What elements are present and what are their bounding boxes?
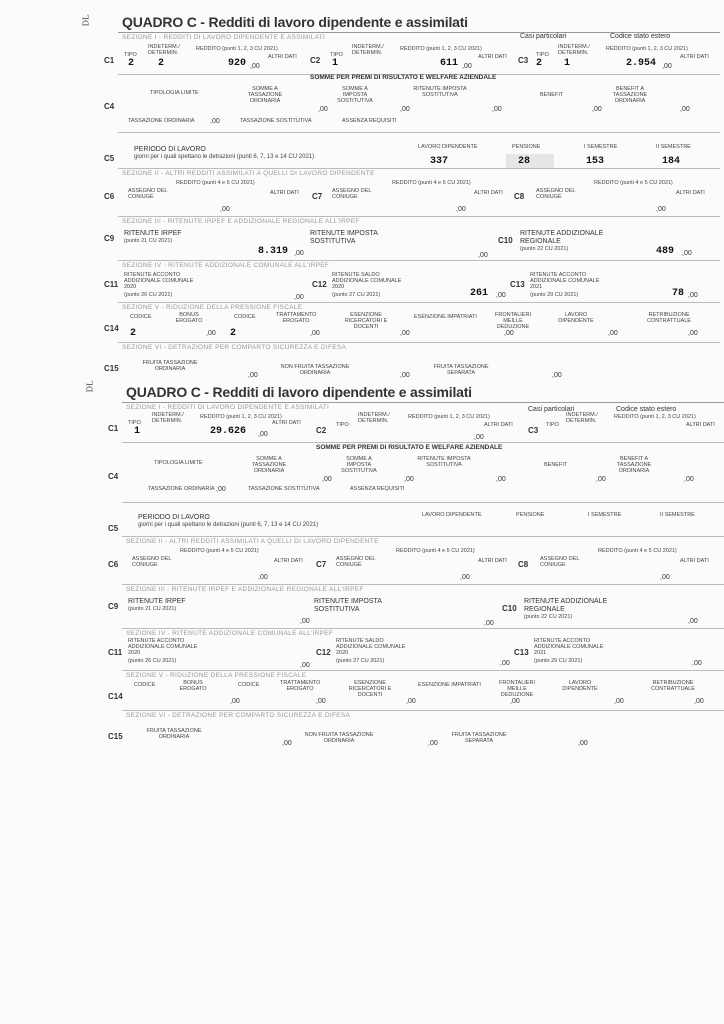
section-1-title: SEZIONE I - REDDITI DI LAVORO DIPENDENTE E ASSIMILATI — [122, 34, 326, 41]
row-label-c11: C11 — [104, 280, 119, 289]
c2-reddito: 611 — [440, 58, 459, 69]
c1-reddito-2: 29.626 — [210, 426, 247, 437]
c5-lavoro-dipendente: 337 — [430, 156, 449, 167]
row-label-c9: C9 — [104, 234, 115, 243]
c5-ii-semestre: 184 — [662, 156, 681, 167]
row-label-c5: C5 — [104, 154, 115, 163]
c1-indeterminato: 2 — [158, 58, 165, 69]
form-title: QUADRO C - Redditi di lavoro dipendente e assimilati — [122, 14, 468, 30]
c3-tipo: 2 — [536, 58, 543, 69]
casi-particolari-label: Casi particolari — [520, 33, 567, 40]
c2-tipo: 1 — [332, 58, 339, 69]
c14-codice-2: 2 — [230, 328, 237, 339]
side-label-2: DL — [85, 380, 95, 393]
row-label-c6: C6 — [104, 192, 115, 201]
row-label-c1: C1 — [104, 56, 115, 65]
c13-acconto-addizionale: 78 — [672, 288, 685, 299]
row-label-c7: C7 — [312, 192, 323, 201]
c1-tipo-2: 1 — [134, 426, 141, 437]
row-label-c15: C15 — [104, 364, 119, 373]
section-2-title: SEZIONE II - ALTRI REDDITI ASSIMILATI A QUELLI DI LAVORO DIPENDENTE — [122, 170, 375, 177]
c1-reddito: 920 — [228, 58, 247, 69]
c12-saldo-addizionale: 261 — [470, 288, 489, 299]
form-title-2: QUADRO C - Redditi di lavoro dipendente e assimilati — [126, 384, 472, 400]
row-label-c10: C10 — [498, 236, 513, 245]
c5-pensione: 28 — [518, 156, 531, 167]
quadro-c-form-2: QUADRO C - Redditi di lavoro dipendente e assimilati SEZIONE I - REDDITI DI LAVORO DIPENDENTE E ASSIMILATI Casi particolari Codice stato estero C1 TIPO INDETERM./ DETERMIN. REDDITO (punti 1, 2, 3 CU 2021) ALTRI DATI 1 29.626 ,00 C2 TIPO INDETERM./ DETERMIN. REDDITO (punti 1, 2, 3 CU 2021) ALTRI DATI ,00 C3 TIPO INDETERM./ DETERMIN. REDDITO (punti 1, 2, 3 CU 2021) ALTRI DATI SOMME PER PREMI DI RISULTATO E WELFARE AZIENDALE C4 TIPOLOGIA LIMITE SOMME A TASSAZIONE ORDINARIA SOMME A IMPOSTA SOSTITUTIVA RITENUTE IMPOSTA SOSTITUTIVA BENEFIT BENEFIT A TASSAZIONE ORDINARIA ,00 ,00 ,00 ,00 ,00 TASSAZIONE ORDINARIA TASSAZIONE SOSTITUTIVA ASSENZA REQUISITI ,00 C5 PERIODO DI LAVORO giorni per i quali spettano le detrazioni (punti 6, 7, 13 e 14 CU 2021) LAVORO DIPENDENTE PENSIONE I SEMESTRE II SEMESTRE SEZIONE II - ALTRI REDDITI ASSIMILATI A QUELLI DI LAVORO DIPENDENTE C6 ASSEGNO DEL CONIUGE REDDITO (punti 4 e 5 CU 2021) ALTRI DATI ,00 C7 ASSEGNO DEL CONIUGE REDDITO (punti 4 e 5 CU 2021) ALTRI DATI ,00 C8 ASSEGNO DEL CONIUGE REDDITO (punti 4 e 5 CU 2021) ALTRI DATI ,00 SEZIONE III - RITENUTE IRPEF E ADDIZIONALE REGIONALE ALL'IRPEF C9 RITENUTE IRPEF (punto 21 CU 2021) RITENUTE IMPOSTA SOSTITUTIVA ,00 ,00 C10 RITENUTE ADDIZIONALE REGIONALE (punto 22 CU 2021) ,00 SEZIONE IV - RITENUTE ADDIZIONALE COMUNALE ALL'IRPEF C11 RITENUTE ACCONTO ADDIZIONALE COMUNALE 2020 (punto 26 CU 2021) ,00 C12 RITENUTE SALDO ADDIZIONALE COMUNALE 2020 (punto 27 CU 2021) ,00 C13 RITENUTE ACCONTO ADDIZIONALE COMUNALE 2021 (punto 29 CU 2021) ,00 SEZIONE V - RIDUZIONE DELLA PRESSIONE FISCALE C14 CODICE BONUS EROGATO CODICE TRATTAMENTO EROGATO ESENZIONE RICERCATORI E DOCENTI ESENZIONE IMPATRIATI FRONTALIERI MEILLE DEDUZIONE LAVORO DIPENDENTE RETRIBUZIONE CONTRATTUALE ,00 ,00 ,00 ,00 ,00 ,00 SEZIONE VI - DETRAZIONE PER COMPARTO SICUREZZA E DIFESA C15 FRUITA TASSAZIONE ORDINARIA ,00 NON FRUITA TASSAZIONE ORDINARIA ,00 FRUITA TASSAZIONE SEPARATA ,00 — [104, 380, 724, 752]
row-label-c8: C8 — [514, 192, 525, 201]
row-label-c12: C12 — [312, 280, 327, 289]
quadro-c-form-1: QUADRO C - Redditi di lavoro dipendente e assimilati SEZIONE I - REDDITI DI LAVORO DIPENDENTE E ASSIMILATI Casi particolari Codice stato estero C1 TIPO INDETERM./ DETERMIN. REDDITO (punti 1, 2, 3 CU 2021) ALTRI DATI 2 2 920 ,00 C2 TIPO INDETERM./ DETERMIN. REDDITO (punti 1, 2, 3 CU 2021) ALTRI DATI 1 611 ,00 C3 TIPO INDETERM./ DETERMIN. REDDITO (punti 1, 2, 3 CU 2021) ALTRI DATI 2 1 2.954 ,00 SOMME PER PREMI DI RISULTATO E WELFARE AZIENDALE C4 TIPOLOGIA LIMITE SOMME A TASSAZIONE ORDINARIA SOMME A IMPOSTA SOSTITUTIVA RITENUTE IMPOSTA SOSTITUTIVA BENEFIT BENEFIT A TASSAZIONE ORDINARIA ,00 ,00 ,00 ,00 ,00 TASSAZIONE ORDINARIA TASSAZIONE SOSTITUTIVA ASSENZA REQUISITI ,00 C5 PERIODO DI LAVORO giorni per i quali spettano le detrazioni (punti 6, 7, 13 e 14 CU 2021) LAVORO DIPENDENTE PENSIONE I SEMESTRE II SEMESTRE 337 28 153 184 SEZIONE II - ALTRI REDDITI ASSIMILATI A QUELLI DI LAVORO DIPENDENTE C6 ASSEGNO DEL CONIUGE REDDITO (punti 4 e 5 CU 2021) ALTRI DATI ,00 C7 ASSEGNO DEL CONIUGE REDDITO (punti 4 e 5 CU 2021) ALTRI DATI ,00 C8 ASSEGNO DEL CONIUGE REDDITO (punti 4 e 5 CU 2021) ALTRI DATI ,00 SEZIONE III - RITENUTE IRPEF E ADDIZIONALE REGIONALE ALL'IRPEF C9 RITENUTE IRPEF (punto 21 CU 2021) RITENUTE IMPOSTA SOSTITUTIVA 8.319 ,00 ,00 C10 RITENUTE ADDIZIONALE REGIONALE (punto 22 CU 2021) 489 ,00 SEZIONE IV - RITENUTE ADDIZIONALE COMUNALE ALL'IRPEF C11 RITENUTE ACCONTO ADDIZIONALE COMUNALE 2020 (punto 26 CU 2021) ,00 C12 RITENUTE SALDO ADDIZIONALE COMUNALE 2020 (punto 27 CU 2021) 261 ,00 C13 RITENUTE ACCONTO ADDIZIONALE COMUNALE 2021 (punto 29 CU 2021) 78 ,00 SEZIONE V - RIDUZIONE DELLA PRESSIONE FISCALE C14 CODICE BONUS EROGATO CODICE TRATTAMENTO EROGATO ESENZIONE RICERCATORI E DOCENTI ESENZIONE IMPATRIATI FRONTALIERI MEILLE DEDUZIONE LAVORO DIPENDENTE RETRIBUZIONE CONTRATTUALE 2 ,00 2 ,00 ,00 ,00 ,00 ,00 SEZIONE VI - DETRAZIONE PER COMPARTO SICUREZZA E DIFESA C15 FRUITA TASSAZIONE ORDINARIA ,00 NON FRUITA TASSAZIONE ORDINARIA ,00 FRUITA TASSAZIONE SEPARATA ,00 — [100, 8, 720, 370]
row-label-c2: C2 — [310, 56, 321, 65]
c3-indeterminato: 1 — [564, 58, 571, 69]
c5-i-semestre: 153 — [586, 156, 605, 167]
c3-reddito: 2.954 — [626, 58, 657, 69]
row-label-c3: C3 — [518, 56, 529, 65]
row-label-c14: C14 — [104, 324, 119, 333]
section-3-title: SEZIONE III - RITENUTE IRPEF E ADDIZIONALE REGIONALE ALL'IRPEF — [122, 218, 360, 225]
row-label-c4: C4 — [104, 102, 115, 111]
section-5-title: SEZIONE V - RIDUZIONE DELLA PRESSIONE FISCALE — [122, 304, 303, 311]
c1-tipo: 2 — [128, 58, 135, 69]
c9-ritenute-irpef: 8.319 — [258, 246, 289, 257]
c10-addizionale-regionale: 489 — [656, 246, 675, 257]
row-label-c13: C13 — [510, 280, 525, 289]
side-label: DL — [81, 14, 91, 27]
codice-stato-estero-label: Codice stato estero — [610, 33, 671, 40]
c14-codice: 2 — [130, 328, 137, 339]
section-4-title: SEZIONE IV - RITENUTE ADDIZIONALE COMUNALE ALL'IRPEF — [122, 262, 330, 269]
section-6-title: SEZIONE VI - DETRAZIONE PER COMPARTO SICUREZZA E DIFESA — [122, 344, 347, 351]
